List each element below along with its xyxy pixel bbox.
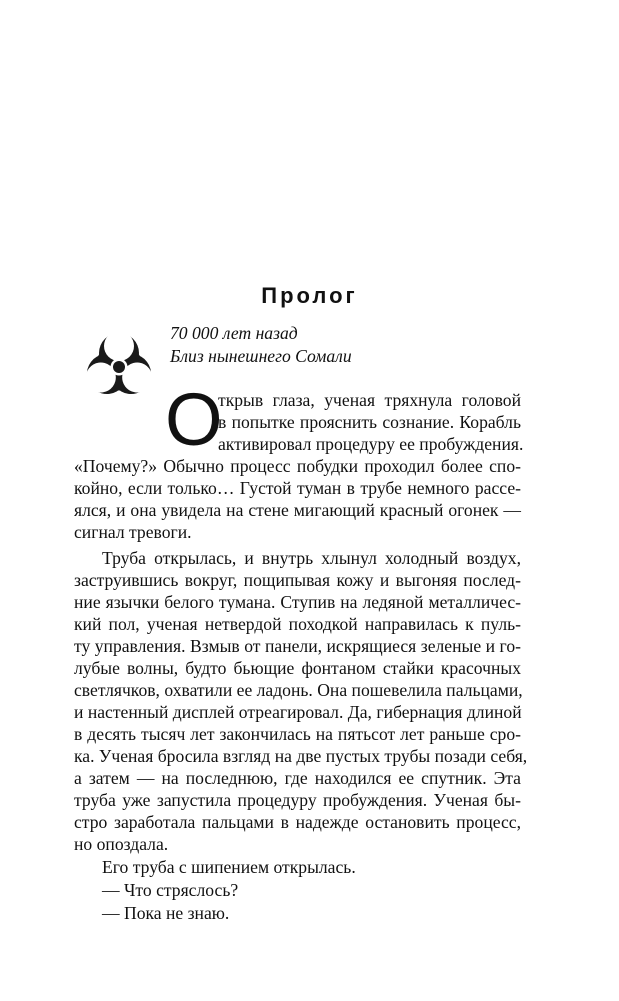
text-line: ка. Ученая бросила взгляд на две пустых трубы позади себя, xyxy=(74,746,528,766)
text-line: ялся, и она увидела на стене мигающий красный огонек — xyxy=(74,500,521,520)
text-line: Его труба с шипением открылась. xyxy=(102,857,356,877)
text-line: и настенный дисплей отреагировал. Да, гибернация длиной xyxy=(74,702,522,722)
text-line: ту управления. Взмыв от панели, искрящиеся зеленые и го- xyxy=(74,636,521,656)
text-line: в десять тысяч лет закончилась на пятьсот лет раньше сро- xyxy=(74,724,521,744)
text-line: лубые волны, будто бьющие фонтаном стайки красочных xyxy=(74,658,521,678)
dialogue-line: — Что стряслось? xyxy=(102,880,239,900)
text-line: стро заработала пальцами в надежде остановить процесс, xyxy=(74,812,521,832)
text-line: активировал процедуру ее пробуждения. xyxy=(218,434,524,454)
dialogue-line: — Пока не знаю. xyxy=(102,903,230,923)
text-line: Труба открылась, и внутрь хлынул холодный воздух, xyxy=(102,548,521,568)
text-line: «Почему?» Обычно процесс побудки проходил более спо- xyxy=(74,456,521,476)
biohazard-icon xyxy=(80,324,158,406)
text-line: а затем — на последнюю, где находился ее спутник. Эта xyxy=(74,768,521,788)
text-line: сигнал тревоги. xyxy=(74,522,192,542)
text-line: но опоздала. xyxy=(74,834,169,854)
text-line: кий пол, ученая нетвердой походкой направилась к пуль- xyxy=(74,614,521,634)
text-line: койно, если только… Густой туман в трубе немного рассе- xyxy=(74,478,521,498)
text-line: заструившись вокруг, пощипывая кожу и выгоняя послед- xyxy=(74,570,521,590)
text-line: труба уже запустила процедуру пробуждения. Ученая бы- xyxy=(74,790,521,810)
text-line: светлячков, охватили ее ладонь. Она пошевелила пальцами, xyxy=(74,680,523,700)
epigraph-place: Близ нынешнего Сомали xyxy=(170,346,352,366)
text-line: ткрыв глаза, ученая тряхнула головой xyxy=(218,390,521,410)
drop-cap-letter: О xyxy=(165,378,223,461)
text-line: в попытке прояснить сознание. Корабль xyxy=(218,412,521,432)
epigraph-time: 70 000 лет назад xyxy=(170,323,298,343)
text-line: ние язычки белого тумана. Ступив на ледяной металличес- xyxy=(74,592,521,612)
chapter-title: Пролог xyxy=(261,283,358,308)
